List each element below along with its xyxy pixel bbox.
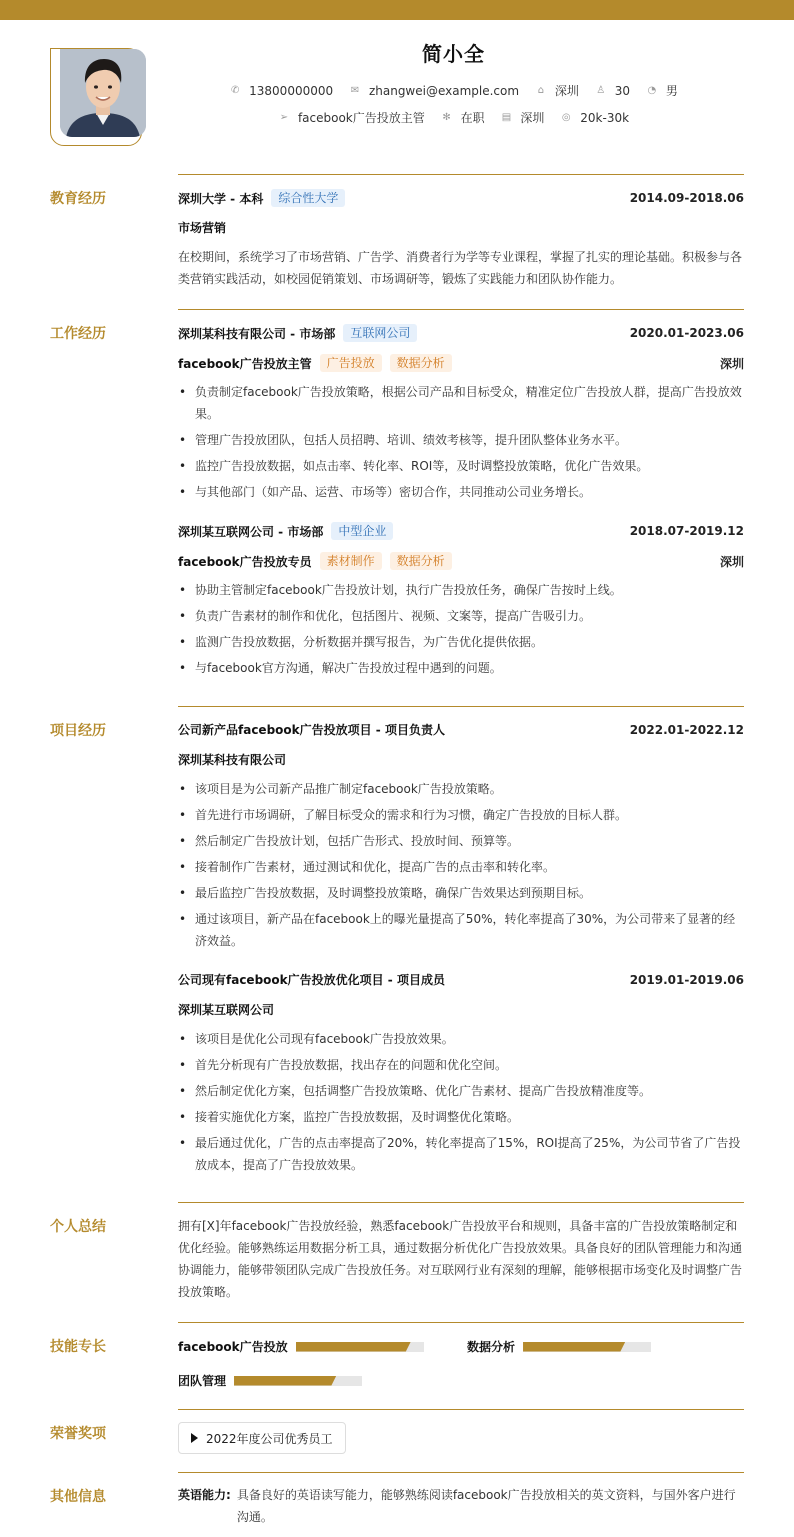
intent-status-text: 在职 bbox=[460, 111, 485, 125]
skill-level-bar bbox=[296, 1342, 424, 1352]
top-accent-bar bbox=[0, 0, 794, 20]
list-item: • 监控广告投放数据，如点击率、转化率、ROI等，及时调整投放策略，优化广告效果。 bbox=[178, 455, 744, 477]
job-2-company-tag: 中型企业 bbox=[331, 522, 393, 540]
list-item: • 接着制作广告素材，通过测试和优化，提高广告的点击率和转化率。 bbox=[178, 856, 744, 878]
list-item: • 最后监控广告投放数据，及时调整投放策略，确保广告效果达到预期目标。 bbox=[178, 882, 744, 904]
section-title-education: 教育经历 bbox=[50, 191, 106, 207]
education-description: 在校期间，系统学习了市场营销、广告学、消费者行为学等专业课程，掌握了扎实的理论基础。积极参与各类营销实践活动，如校园促销策划、市场调研等，锻炼了实践能力和团队协作能力。 bbox=[178, 250, 743, 286]
job-1-position: facebook广告投放主管 bbox=[178, 356, 312, 371]
skill-name: facebook广告投放 bbox=[178, 1340, 288, 1354]
list-item: • 该项目是优化公司现有facebook广告投放效果。 bbox=[178, 1028, 744, 1050]
section-divider bbox=[178, 1472, 744, 1473]
contact-age bbox=[595, 84, 630, 98]
project-1-header bbox=[178, 721, 744, 738]
intent-city bbox=[500, 109, 544, 126]
list-item: • 该项目是为公司新产品推广制定facebook广告投放策略。 bbox=[178, 778, 744, 800]
building-icon: ▤ bbox=[501, 112, 512, 123]
job-1-skill-tag: 数据分析 bbox=[390, 354, 452, 372]
education-date: 2014.09-2018.06 bbox=[629, 191, 744, 205]
phone-text: 13800000000 bbox=[249, 83, 334, 98]
project-1-date: 2022.01-2022.12 bbox=[629, 722, 744, 737]
age-text: 30 bbox=[614, 83, 631, 98]
school-name: 深圳大学 - 本科 bbox=[178, 191, 264, 206]
project-1-company-row bbox=[178, 751, 744, 768]
list-item: • 负责广告素材的制作和优化，包括图片、视频、文案等，提高广告吸引力。 bbox=[178, 605, 744, 627]
gender-icon: ◔ bbox=[647, 85, 657, 96]
section-title-skills: 技能专长 bbox=[50, 1339, 106, 1355]
list-item: • 与其他部门（如产品、运营、市场等）密切合作，共同推动公司业务增长。 bbox=[178, 481, 744, 503]
school-tag: 综合性大学 bbox=[271, 189, 345, 207]
section-divider bbox=[178, 1409, 744, 1410]
job-1-position-row bbox=[178, 354, 744, 372]
job-1-duties bbox=[178, 381, 744, 507]
job-1-company-tag: 互联网公司 bbox=[343, 324, 417, 342]
project-2-company-row bbox=[178, 1001, 744, 1018]
skill-level-bar bbox=[523, 1342, 651, 1352]
mail-icon: ✉ bbox=[350, 85, 360, 96]
list-item: • 负责制定facebook广告投放策略，根据公司产品和目标受众，精准定位广告投放人群，提高广告投放效果。 bbox=[178, 381, 744, 425]
project-2-name: 公司现有facebook广告投放优化项目 - 项目成员 bbox=[178, 973, 445, 987]
candidate-name: 简小全 bbox=[422, 42, 485, 66]
section-title-other: 其他信息 bbox=[50, 1489, 106, 1505]
gender-text: 男 bbox=[665, 84, 678, 98]
section-title-work: 工作经历 bbox=[50, 326, 106, 342]
list-item: • 管理广告投放团队，包括人员招聘、培训、绩效考核等，提升团队整体业务水平。 bbox=[178, 429, 744, 451]
list-item: • 然后制定优化方案，包括调整广告投放策略、优化广告素材、提高广告投放精准度等。 bbox=[178, 1080, 744, 1102]
phone-icon: ✆ bbox=[230, 85, 240, 96]
education-major-row bbox=[178, 219, 744, 236]
job-2-city: 深圳 bbox=[719, 554, 744, 569]
project-2-company: 深圳某互联网公司 bbox=[178, 1003, 275, 1017]
english-text: 具备良好的英语读写能力，能够熟练阅读facebook广告投放相关的英文资料，与国外客户进行沟通。 bbox=[236, 1488, 736, 1524]
list-item: • 通过该项目，新产品在facebook上的曝光量提高了50%，转化率提高了30%，为公司带来了显著的经济效益。 bbox=[178, 908, 744, 952]
award-name: 2022年度公司优秀员工 bbox=[206, 1431, 333, 1446]
job-2-skill-tag: 素材制作 bbox=[320, 552, 382, 570]
project-2-details bbox=[178, 1028, 744, 1180]
education-header bbox=[178, 189, 744, 207]
intent-position bbox=[278, 109, 425, 126]
job-2-company: 深圳某互联网公司 - 市场部 bbox=[178, 524, 324, 539]
section-divider bbox=[178, 174, 744, 175]
list-item: • 监测广告投放数据，分析数据并撰写报告，为广告优化提供依据。 bbox=[178, 631, 744, 653]
project-1-company: 深圳某科技有限公司 bbox=[178, 753, 287, 767]
project-1-details bbox=[178, 778, 744, 956]
skill-level-bar bbox=[234, 1376, 362, 1386]
job-1-date: 2020.01-2023.06 bbox=[629, 326, 744, 340]
skill-item bbox=[467, 1338, 651, 1355]
major: 市场营销 bbox=[178, 221, 227, 235]
english-label: 英语能力: bbox=[178, 1488, 231, 1502]
job-2-position: facebook广告投放专员 bbox=[178, 554, 312, 569]
list-item: • 首先进行市场调研，了解目标受众的需求和行为习惯，确定广告投放的目标人群。 bbox=[178, 804, 744, 826]
job-2-header bbox=[178, 522, 744, 540]
city-text: 深圳 bbox=[554, 84, 579, 98]
list-item: • 首先分析现有广告投放数据，找出存在的问题和优化空间。 bbox=[178, 1054, 744, 1076]
job-1-company: 深圳某科技有限公司 - 市场部 bbox=[178, 326, 336, 341]
list-item: • 然后制定广告投放计划，包括广告形式、投放时间、预算等。 bbox=[178, 830, 744, 852]
salary-icon: ◎ bbox=[561, 112, 571, 123]
list-item: • 与facebook官方沟通，解决广告投放过程中遇到的问题。 bbox=[178, 657, 744, 679]
job-2-position-row bbox=[178, 552, 744, 570]
home-icon: ⌂ bbox=[537, 85, 545, 96]
section-title-projects: 项目经历 bbox=[50, 723, 106, 739]
send-icon: ➢ bbox=[279, 112, 289, 123]
summary-text: 拥有[X]年facebook广告投放经验，熟悉facebook广告投放平台和规则，具备丰富的广告投放策略制定和优化经验。能够熟练运用数据分析工具，通过数据分析优化广告投放效果。具备良好的团队管理能力和沟通协调能力，能够带领团队完成广告投放任务。对互联网行业有深刻的理解，能够根据市场变化及时调整广告投放策略。 bbox=[178, 1219, 743, 1299]
job-1-city: 深圳 bbox=[719, 356, 744, 371]
job-2-duties bbox=[178, 579, 744, 683]
skill-level-fill bbox=[234, 1376, 336, 1386]
skill-name: 数据分析 bbox=[467, 1340, 516, 1354]
section-divider bbox=[178, 1322, 744, 1323]
intent-position-text: facebook广告投放主管 bbox=[297, 111, 425, 125]
email-text: zhangwei@example.com bbox=[368, 83, 520, 98]
section-divider bbox=[178, 1202, 744, 1203]
intent-status bbox=[441, 109, 485, 126]
play-triangle-icon bbox=[191, 1433, 198, 1443]
status-icon: ✻ bbox=[442, 112, 451, 123]
list-item: • 最后通过优化，广告的点击率提高了20%，转化率提高了15%，ROI提高了25%，为公司节省了广告投放成本，提高了广告投放效果。 bbox=[178, 1132, 744, 1176]
contact-info-row bbox=[0, 82, 794, 99]
intent-city-text: 深圳 bbox=[520, 111, 545, 125]
other-info-row bbox=[178, 1484, 744, 1528]
award-item[interactable] bbox=[178, 1422, 346, 1454]
contact-email bbox=[349, 84, 519, 98]
skill-level-fill bbox=[296, 1342, 411, 1352]
job-1-skill-tag: 广告投放 bbox=[320, 354, 382, 372]
section-title-summary: 个人总结 bbox=[50, 1219, 106, 1235]
job-intent-row bbox=[0, 109, 794, 126]
skill-name: 团队管理 bbox=[178, 1374, 227, 1388]
list-item: • 协助主管制定facebook广告投放计划，执行广告投放任务，确保广告按时上线。 bbox=[178, 579, 744, 601]
job-2-skill-tag: 数据分析 bbox=[390, 552, 452, 570]
project-1-name: 公司新产品facebook广告投放项目 - 项目负责人 bbox=[178, 723, 445, 737]
section-title-honors: 荣誉奖项 bbox=[50, 1426, 106, 1442]
intent-salary-text: 20k-30k bbox=[580, 110, 630, 125]
intent-salary bbox=[560, 111, 629, 125]
job-1-header bbox=[178, 324, 744, 342]
section-divider bbox=[178, 309, 744, 310]
list-item: • 接着实施优化方案，监控广告投放数据，及时调整优化策略。 bbox=[178, 1106, 744, 1128]
skill-item bbox=[178, 1372, 362, 1389]
skill-level-fill bbox=[523, 1342, 625, 1352]
contact-phone bbox=[229, 84, 333, 98]
project-2-date: 2019.01-2019.06 bbox=[629, 972, 744, 987]
job-2-date: 2018.07-2019.12 bbox=[629, 524, 744, 538]
contact-city bbox=[535, 82, 579, 99]
project-2-header bbox=[178, 971, 744, 988]
section-divider bbox=[178, 706, 744, 707]
contact-gender bbox=[646, 82, 678, 99]
age-icon: ♙ bbox=[596, 85, 606, 96]
skill-item bbox=[178, 1338, 424, 1355]
